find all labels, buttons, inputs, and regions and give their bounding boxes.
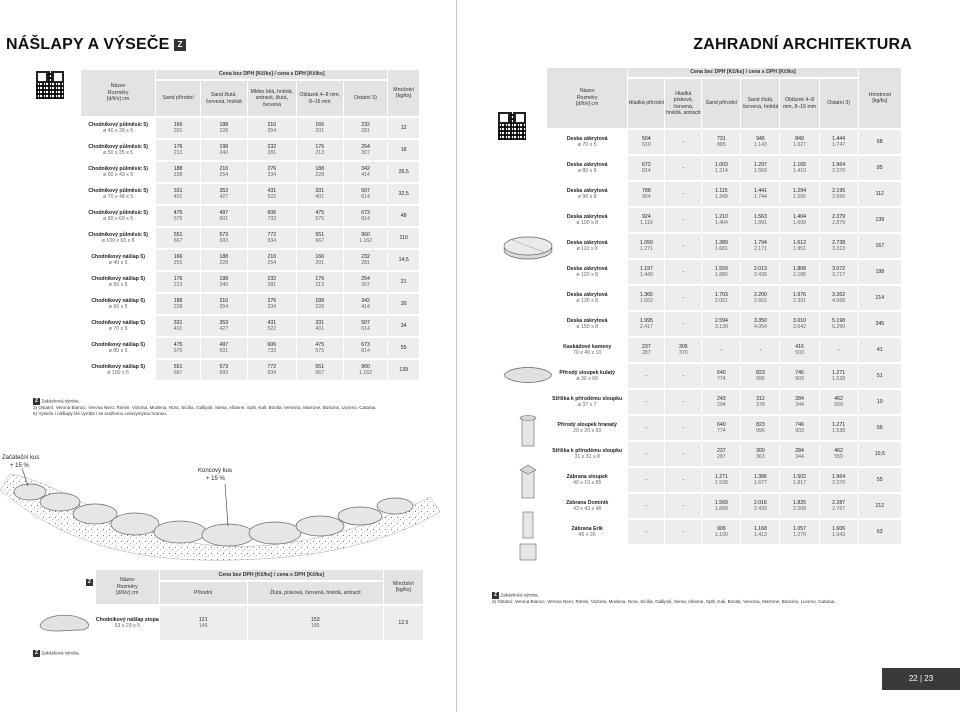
- table-row: [81, 140, 419, 160]
- left-footnotes: Z Zakázková výroba. 3) Ostatní: Verona Bianco, Verona Nero, Rimini, Victoria, Modena, Nora, Sicília, Gallipoli, Siena, Albione, Split, Kali, Bonita, Venezia, Marrone, Boticino, Livorno, Catania. 5) Výseče i nášlapy lze vyrobit i se sraženou celovymýtou hranou.: [33, 398, 377, 417]
- weight-cell: 41: [859, 338, 901, 362]
- price-cell: -: [628, 364, 664, 388]
- stepping-stones-illustration: [0, 462, 455, 562]
- weight-cell: 167: [859, 234, 901, 258]
- price-cell: -: [628, 468, 664, 492]
- qty-cell: 21: [388, 272, 419, 292]
- price-cell: 198 240: [201, 140, 247, 160]
- price-cell: 1.050 1.271: [628, 234, 664, 258]
- qty-cell: 55: [388, 338, 419, 358]
- cascade-stone-icon: [504, 368, 552, 383]
- price-cell: 431 522: [248, 316, 296, 336]
- price-cell: 188 228: [297, 162, 343, 182]
- product-name-cell: Deska zákrytová ø 110 x 8: [566, 239, 608, 252]
- price-cell: 254 307: [344, 140, 388, 160]
- header-col-4: Ostatní 3): [344, 81, 388, 116]
- price-cell: 772 934: [248, 228, 296, 248]
- price-cell: 823 996: [741, 364, 779, 388]
- footprint-header-natural: Přírodní: [160, 582, 247, 604]
- price-cell: -: [665, 416, 701, 440]
- price-cell: 276 334: [248, 162, 296, 182]
- weight-cell: 68: [859, 130, 901, 154]
- price-cell: 5.198 6.290: [820, 312, 858, 336]
- price-cell: 232 281: [344, 250, 388, 270]
- price-cell: 198 240: [201, 272, 247, 292]
- price-cell: 475 575: [297, 338, 343, 358]
- page-number: 22 | 23: [882, 668, 960, 690]
- footprint-price-colors: 153 185: [248, 606, 383, 640]
- price-cell: 640 774: [702, 416, 740, 440]
- table-row: [81, 360, 419, 380]
- price-cell: 2.379 2.879: [820, 208, 858, 232]
- header-col-1: Sand žlutá, červená, hnědá: [201, 81, 247, 116]
- price-cell: 1.563 1.891: [741, 208, 779, 232]
- price-cell: 462 559: [820, 390, 858, 414]
- price-cell: 788 954: [628, 182, 664, 206]
- price-cell: 1.441 1.744: [741, 182, 779, 206]
- price-cell: 1.389 1.681: [702, 234, 740, 258]
- bottom-footnote: Z Zakázková výroba.: [34, 650, 80, 656]
- price-cell: 551 667: [297, 228, 343, 248]
- price-cell: 462 559: [820, 442, 858, 466]
- price-cell: 1.794 2.171: [741, 234, 779, 258]
- weight-cell: 212: [859, 494, 901, 518]
- price-cell: 1.386 1.677: [741, 468, 779, 492]
- price-cell: 2.016 2.439: [741, 494, 779, 518]
- price-cell: 166 201: [156, 250, 200, 270]
- table-row: [81, 294, 419, 314]
- end-piece-label: Koncový kus + 15 %: [198, 468, 233, 482]
- product-name-cell: Zábrana Dominik 43 x 43 x 46: [566, 499, 609, 512]
- product-name-cell: Deska zákrytová ø 80 x 8: [566, 161, 608, 174]
- barrier-post-icon: [523, 512, 533, 538]
- right-header-name: Název Rozměry [d/š/v] cm: [547, 68, 627, 128]
- price-cell: 606 733: [248, 206, 296, 226]
- price-cell: 237 287: [628, 338, 664, 362]
- footprint-stone-icon: [36, 608, 94, 636]
- barrier-dominik-icon: [520, 544, 536, 560]
- table-row: [547, 208, 901, 232]
- table-row: [81, 250, 419, 270]
- footprint-image: [35, 606, 95, 640]
- price-cell: 210 254: [201, 162, 247, 182]
- footprint-qty: 12,5: [384, 606, 423, 640]
- table-row: [547, 234, 901, 258]
- price-cell: 551 667: [156, 360, 200, 380]
- price-cell: -: [628, 416, 664, 440]
- price-cell: 1.115 1.349: [702, 182, 740, 206]
- square-post-icon: [520, 465, 536, 498]
- right-header-col-4: Oblázek 4–8 mm, 8–16 mm: [780, 79, 818, 128]
- product-name-cell: Chodníkový nášlap 5) ø 40 x 5: [91, 253, 145, 266]
- price-cell: 1.703 2.061: [702, 286, 740, 310]
- price-cell: 960 1.162: [344, 228, 388, 248]
- price-cell: 573 693: [201, 228, 247, 248]
- price-cell: 640 774: [702, 364, 740, 388]
- product-name-cell: Chodníkový půlměsíc 5) ø 50 x 35 x 5: [88, 143, 148, 156]
- right-page-title: ZAHRADNÍ ARCHITEKTURA: [693, 36, 912, 53]
- price-cell: 176 213: [156, 272, 200, 292]
- price-cell: 1.271 1.538: [820, 364, 858, 388]
- price-cell: 243 294: [702, 390, 740, 414]
- right-header-col-2: Sand přírodní: [702, 79, 740, 128]
- price-cell: 1.502 1.817: [780, 468, 818, 492]
- price-cell: 475 575: [156, 206, 200, 226]
- header-col-0: Sand přírodní: [156, 81, 200, 116]
- price-cell: 1.964 2.376: [820, 156, 858, 180]
- price-cell: 1.297 1.569: [741, 156, 779, 180]
- price-cell: -: [665, 234, 701, 258]
- price-cell: 331 401: [297, 316, 343, 336]
- weight-cell: 10,5: [859, 442, 901, 466]
- left-price-table: [80, 68, 420, 382]
- price-cell: 551 667: [297, 360, 343, 380]
- weight-cell: 63: [859, 520, 901, 544]
- product-name-cell: Chodníkový nášlap 5) ø 70 x 5: [91, 319, 145, 332]
- price-cell: 276 334: [248, 294, 296, 314]
- price-cell: 1.365 1.652: [628, 286, 664, 310]
- product-name-cell: Chodníkový nášlap 5) ø 80 x 5: [91, 341, 145, 354]
- price-cell: 1.271 1.538: [820, 416, 858, 440]
- qty-cell: 139: [388, 360, 419, 380]
- price-cell: 1.569 1.899: [702, 494, 740, 518]
- product-name-cell: Chodníkový nášlap 5) ø 100 x 5: [91, 363, 145, 376]
- price-cell: 232 281: [248, 272, 296, 292]
- weight-cell: 85: [859, 156, 901, 180]
- right-price-table: [546, 66, 902, 546]
- price-cell: 188 228: [297, 294, 343, 314]
- price-cell: -: [628, 494, 664, 518]
- price-cell: 475 575: [297, 206, 343, 226]
- price-cell: 166 201: [156, 118, 200, 138]
- price-cell: 673 814: [344, 206, 388, 226]
- price-cell: 176 213: [156, 140, 200, 160]
- price-cell: 1.404 1.699: [780, 208, 818, 232]
- price-cell: 772 934: [248, 360, 296, 380]
- qty-cell: 18: [388, 140, 419, 160]
- table-row: [81, 338, 419, 358]
- footprint-price-natural: 121 146: [160, 606, 247, 640]
- price-cell: 746 903: [780, 364, 818, 388]
- price-cell: 3.362 4.068: [820, 286, 858, 310]
- price-cell: 573 693: [201, 360, 247, 380]
- product-name-cell: Deska zákrytová ø 120 x 8: [566, 265, 608, 278]
- header-col-2: Mléko bílá, hnědá, antracit, žlutá, červená: [248, 81, 296, 116]
- price-cell: 1.057 1.279: [780, 520, 818, 544]
- price-cell: 1.976 2.391: [780, 286, 818, 310]
- price-cell: 232 281: [344, 118, 388, 138]
- product-name-cell: Chodníkový půlměsíc 5) ø 60 x 43 x 5: [88, 165, 148, 178]
- price-cell: 284 344: [780, 390, 818, 414]
- price-cell: 2.195 2.656: [820, 182, 858, 206]
- price-cell: 284 344: [780, 442, 818, 466]
- price-cell: 1.197 1.449: [628, 260, 664, 284]
- price-cell: 746 903: [780, 416, 818, 440]
- weight-cell: 55: [859, 468, 901, 492]
- price-cell: -: [741, 338, 779, 362]
- price-cell: 210 254: [201, 294, 247, 314]
- price-cell: 188 228: [156, 162, 200, 182]
- price-cell: 254 307: [344, 272, 388, 292]
- price-cell: -: [665, 520, 701, 544]
- price-cell: 1.825 2.208: [780, 494, 818, 518]
- table-row: [547, 312, 901, 336]
- price-cell: -: [665, 130, 701, 154]
- price-cell: -: [820, 338, 858, 362]
- table-row: [81, 272, 419, 292]
- price-cell: -: [628, 390, 664, 414]
- price-cell: 353 427: [201, 184, 247, 204]
- price-cell: 731 885: [702, 130, 740, 154]
- table-row: [81, 162, 419, 182]
- weight-cell: 139: [859, 208, 901, 232]
- price-cell: 176 213: [297, 272, 343, 292]
- price-cell: 166 201: [297, 250, 343, 270]
- table-row: [547, 338, 901, 362]
- price-cell: -: [665, 364, 701, 388]
- footprint-header-qty: Množství [kg/ks]: [384, 570, 423, 604]
- weight-cell: 214: [859, 286, 901, 310]
- price-cell: 3.010 3.642: [780, 312, 818, 336]
- price-cell: 1.808 2.188: [780, 260, 818, 284]
- price-cell: 1.168 1.413: [741, 520, 779, 544]
- weight-cell: 51: [859, 364, 901, 388]
- table-row: [547, 260, 901, 284]
- price-cell: 1.444 1.747: [820, 130, 858, 154]
- price-cell: 960 1.162: [344, 360, 388, 380]
- right-header-weight: Hmotnost [kg/ks]: [859, 68, 901, 128]
- product-name-cell: Chodníkový půlměsíc 5) ø 80 x 60 x 5: [88, 209, 148, 222]
- footprint-header-name: Název Rozměry [d/š/v] cm: [96, 570, 159, 604]
- table-row: [547, 468, 901, 492]
- price-cell: 1.995 2.417: [628, 312, 664, 336]
- table-row: [547, 156, 901, 180]
- price-cell: 331 401: [297, 184, 343, 204]
- product-name-cell: Chodníkový půlměsíc 5) ø 100 x 65 x 8: [88, 231, 148, 244]
- price-cell: 331 401: [156, 316, 200, 336]
- qty-cell: 48: [388, 206, 419, 226]
- weight-cell: 198: [859, 260, 901, 284]
- qty-cell: 30: [388, 294, 419, 314]
- product-name-cell: Deska zákrytová ø 150 x 8: [566, 317, 608, 330]
- price-cell: -: [665, 260, 701, 284]
- price-cell: 672 814: [628, 156, 664, 180]
- price-cell: -: [665, 286, 701, 310]
- price-cell: -: [665, 494, 701, 518]
- weight-cell: 112: [859, 182, 901, 206]
- table-row: [547, 286, 901, 310]
- footprint-header-colors: Žlutá, písková, červená, hnědá, antracit: [248, 582, 383, 604]
- price-cell: 188 228: [156, 294, 200, 314]
- weight-cell: 10: [859, 390, 901, 414]
- right-header-col-3: Sand žlutá, červená, hnědá: [741, 79, 779, 128]
- right-footnotes: Z Zakázková výroba. 3) Ostatní: Verona Bianco, Verona Nero, Rimini, Victoria, Modena, Nora, Sicília, Gallipoli, Siena, Albione, Split, Kali, Bonita, Venezia, Marrone, Boticino, Livorno, Catania.: [492, 592, 836, 604]
- price-cell: 210 254: [248, 250, 296, 270]
- price-cell: 606 733: [248, 338, 296, 358]
- price-cell: 909 1.100: [702, 520, 740, 544]
- footprint-product: Chodníkový nášlap stopa 53 x 29 x 5: [95, 616, 159, 629]
- header-name: Název Rozměry [d/š/v] cm: [81, 70, 155, 116]
- table-row: [547, 364, 901, 388]
- product-name-cell: Chodníkový nášlap 5) ø 50 x 5: [91, 275, 145, 288]
- weight-cell: 345: [859, 312, 901, 336]
- table-row: [81, 206, 419, 226]
- product-name-cell: Deska zákrytová ø 130 x 8: [566, 291, 608, 304]
- price-cell: -: [665, 390, 701, 414]
- price-cell: 237 287: [702, 442, 740, 466]
- price-cell: 507 614: [344, 316, 388, 336]
- table-row: [547, 494, 901, 518]
- price-cell: 504 610: [628, 130, 664, 154]
- qty-cell: 14,5: [388, 250, 419, 270]
- price-cell: -: [665, 208, 701, 232]
- header-col-3: Oblázek 4–8 mm, 8–16 mm: [297, 81, 343, 116]
- price-cell: -: [665, 442, 701, 466]
- table-row: [547, 520, 901, 544]
- price-cell: -: [628, 442, 664, 466]
- qty-cell: 26,5: [388, 162, 419, 182]
- price-cell: 431 522: [248, 184, 296, 204]
- price-cell: 210 254: [248, 118, 296, 138]
- product-name-cell: Chodníkový nášlap 5) ø 60 x 5: [91, 297, 145, 310]
- price-cell: 551 667: [156, 228, 200, 248]
- round-post-icon: [520, 416, 536, 447]
- price-cell: 945 1.143: [741, 130, 779, 154]
- table-row: [547, 390, 901, 414]
- price-cell: 176 213: [297, 140, 343, 160]
- qty-cell: 12: [388, 118, 419, 138]
- right-header-col-0: Hladká přírodní: [628, 79, 664, 128]
- price-cell: 1.165 1.410: [780, 156, 818, 180]
- price-cell: 1.210 1.464: [702, 208, 740, 232]
- price-cell: 924 1.119: [628, 208, 664, 232]
- table-row: [547, 416, 901, 440]
- price-cell: 188 228: [201, 250, 247, 270]
- price-cell: 475 575: [156, 338, 200, 358]
- qty-cell: 32,5: [388, 184, 419, 204]
- header-price-group: Cena bez DPH [Kč/ks] / cena s DPH [Kč/ks]: [156, 70, 387, 79]
- qr-code-right: [498, 112, 526, 140]
- price-cell: 507 614: [344, 184, 388, 204]
- price-cell: 1.612 1.951: [780, 234, 818, 258]
- price-cell: 300 363: [741, 442, 779, 466]
- product-name-cell: Kaskádové kameny 70 x 40 x 10: [563, 343, 612, 356]
- header-qty: Množství [kg/ks]: [388, 70, 419, 116]
- price-cell: -: [628, 520, 664, 544]
- right-header-price-group: Cena bez DPH [Kč/ks] / cena s DPH [Kč/ks]: [628, 68, 857, 77]
- price-cell: 1.964 2.376: [820, 468, 858, 492]
- price-cell: 2.594 3.139: [702, 312, 740, 336]
- price-cell: 1.606 1.943: [820, 520, 858, 544]
- price-cell: 166 201: [297, 118, 343, 138]
- price-cell: 188 228: [201, 118, 247, 138]
- qty-cell: 34: [388, 316, 419, 336]
- product-name-cell: Přírodý sloupek hranatý 20 x 20 x 60: [557, 421, 617, 434]
- price-cell: 497 601: [201, 206, 247, 226]
- price-cell: 1.271 1.538: [702, 468, 740, 492]
- price-cell: 1.559 1.886: [702, 260, 740, 284]
- price-cell: -: [665, 468, 701, 492]
- weight-cell: 56: [859, 416, 901, 440]
- product-name-cell: Deska zákrytová ø 100 x 8: [566, 213, 608, 226]
- price-cell: 342 414: [344, 294, 388, 314]
- price-cell: 823 996: [741, 416, 779, 440]
- price-cell: -: [702, 338, 740, 362]
- product-name-cell: Přírodý sloupek kulatý ø 30 x 60: [559, 369, 616, 382]
- footprint-z-badge: Z: [87, 579, 92, 586]
- table-row: [81, 118, 419, 138]
- right-header-col-5: Ostatní 3): [820, 79, 858, 128]
- footprint-header-price: Cena bez DPH [Kč/ks] / cena s DPH [Kč/ks]: [160, 570, 383, 580]
- page-spine: [456, 0, 457, 712]
- price-cell: 312 378: [741, 390, 779, 414]
- price-cell: 673 814: [344, 338, 388, 358]
- qr-code: [36, 71, 64, 99]
- left-page-title: NÁŠLAPY A VÝSEČE Z: [6, 36, 186, 54]
- product-name-cell: Zábrana Erik 45 x 26: [571, 525, 603, 538]
- table-row: [547, 182, 901, 206]
- product-name-cell: Deska zákrytová ø 90 x 8: [566, 187, 608, 200]
- product-name-cell: Zábrana sloupek 40 x 10 x 85: [566, 473, 608, 486]
- price-cell: 497 601: [201, 338, 247, 358]
- price-cell: 353 427: [201, 316, 247, 336]
- table-row: [547, 130, 901, 154]
- price-cell: 342 414: [344, 162, 388, 182]
- custom-order-badge: Z: [174, 39, 186, 51]
- product-name-cell: Chodníkový půlměsíc 5) ø 70 x 48 x 5: [88, 187, 148, 200]
- cover-plate-icon: [504, 237, 552, 259]
- price-cell: 3.072 3.717: [820, 260, 858, 284]
- price-cell: 3.350 4.054: [741, 312, 779, 336]
- price-cell: 331 401: [156, 184, 200, 204]
- table-row: [81, 184, 419, 204]
- price-cell: 305 370: [665, 338, 701, 362]
- qty-cell: 110: [388, 228, 419, 248]
- product-name-cell: Stříška k přírodému sloupku 31 x 31 x 8: [552, 447, 623, 460]
- price-cell: 1.294 1.566: [780, 182, 818, 206]
- price-cell: 2.738 3.313: [820, 234, 858, 258]
- price-cell: 1.003 1.214: [702, 156, 740, 180]
- price-cell: 2.287 2.767: [820, 494, 858, 518]
- price-cell: 232 281: [248, 140, 296, 160]
- start-piece-label: Začáteční kus + 15 %: [2, 455, 40, 469]
- right-product-thumbnails: [500, 180, 556, 580]
- table-row: [547, 442, 901, 466]
- price-cell: -: [665, 156, 701, 180]
- price-cell: 2.200 2.662: [741, 286, 779, 310]
- product-name-cell: Stříška k přírodému sloupku ø 37 x 7: [552, 395, 623, 408]
- price-cell: -: [665, 182, 701, 206]
- table-row: [81, 316, 419, 336]
- price-cell: 2.013 2.436: [741, 260, 779, 284]
- price-cell: -: [665, 312, 701, 336]
- price-cell: 849 1.027: [780, 130, 818, 154]
- right-header-col-1: Hladká písková, červená, hnědá, antracit: [665, 79, 701, 128]
- table-row: [81, 228, 419, 248]
- product-name-cell: Chodníkový půlměsíc 5) ø 40 x 28 x 5: [88, 121, 148, 134]
- price-cell: 416 503: [780, 338, 818, 362]
- product-name-cell: Deska zákrytová ø 70 x 5: [566, 135, 608, 148]
